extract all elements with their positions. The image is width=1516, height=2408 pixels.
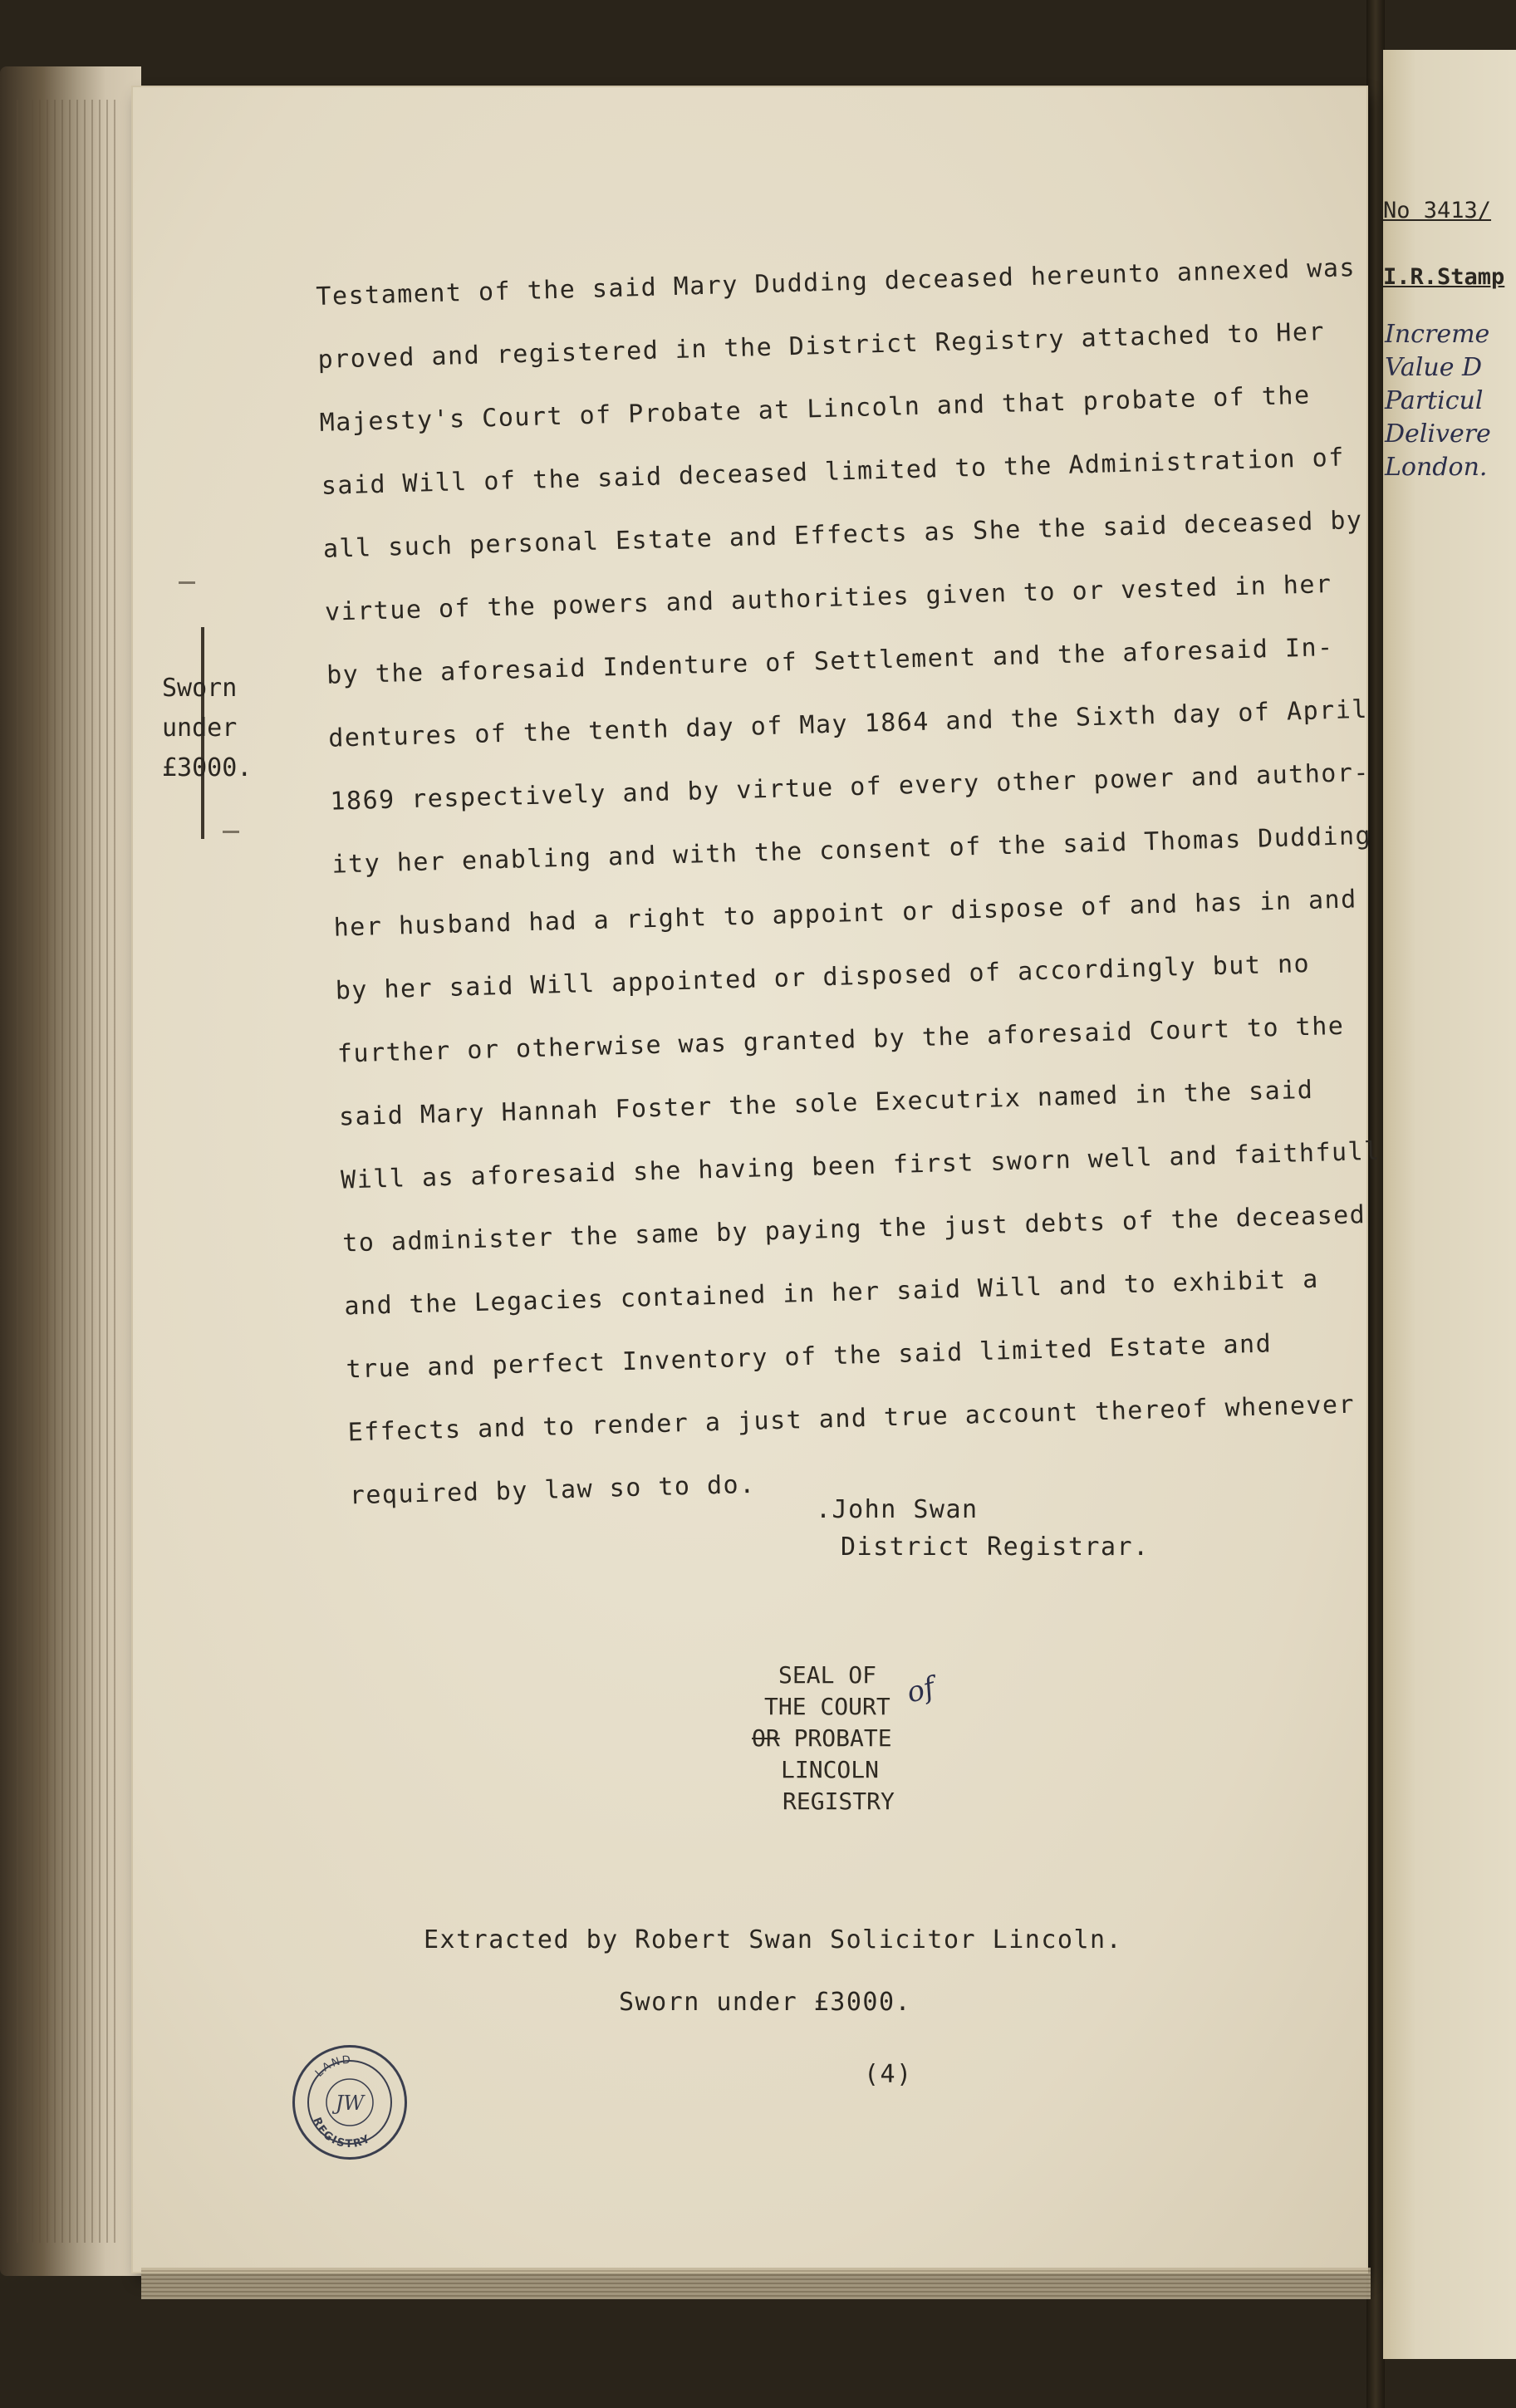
margin-note-line: Sworn bbox=[162, 674, 238, 703]
land-registry-stamp bbox=[292, 2045, 407, 2160]
body-line: 1869 respectively and by virtue of every other power and author- bbox=[329, 758, 1371, 817]
page-number: (4) bbox=[864, 2060, 913, 2089]
body-line: Majesty's Court of Probate at Lincoln and that probate of the bbox=[319, 380, 1312, 438]
margin-dash bbox=[179, 581, 195, 584]
body-line: said Mary Hannah Foster the sole Executrix named in the said bbox=[338, 1075, 1314, 1132]
body-line: said Will of the said deceased limited to the Administration of bbox=[321, 443, 1346, 501]
seal-word: PROBATE bbox=[793, 1724, 892, 1752]
body-line: her husband had a right to appoint or dispose of and has in and bbox=[333, 885, 1358, 943]
extracted-by: Extracted by Robert Swan Solicitor Lincoln. bbox=[424, 1925, 1123, 1954]
body-text bbox=[316, 253, 1422, 1544]
margin-note-line: £3000. bbox=[162, 753, 253, 782]
right-page-handwriting: Increme bbox=[1385, 320, 1490, 349]
body-line: Effects and to render a just and true account thereof whenever bbox=[347, 1390, 1356, 1448]
right-page-handwriting: Value D bbox=[1385, 353, 1483, 382]
margin-note-line: under bbox=[162, 714, 238, 743]
seal-line: REGISTRY bbox=[783, 1788, 895, 1815]
seal-struck-word: OR bbox=[752, 1724, 780, 1752]
seal-line bbox=[752, 1724, 892, 1752]
book-page-edges bbox=[0, 66, 141, 2276]
body-line: ity her enabling and with the consent of the said Thomas Dudding bbox=[331, 821, 1372, 880]
body-line: dentures of the tenth day of May 1864 and the Sixth day of April bbox=[327, 694, 1369, 753]
body-line: Will as aforesaid she having been first sworn well and faithfull bbox=[340, 1136, 1381, 1195]
body-line: to administer the same by paying the just debts of the deceased bbox=[341, 1200, 1366, 1258]
page-bottom-edges bbox=[141, 2268, 1371, 2299]
sworn-under: Sworn under £3000. bbox=[619, 1988, 912, 2017]
signature-title: District Registrar. bbox=[841, 1533, 1150, 1562]
seal-line: THE COURT bbox=[764, 1693, 890, 1720]
body-line: Testament of the said Mary Dudding deceased hereunto annexed was bbox=[316, 253, 1357, 311]
body-line: required by law so to do. bbox=[349, 1469, 757, 1511]
margin-dash bbox=[223, 831, 239, 833]
stamp-icon bbox=[292, 2045, 407, 2160]
right-page-handwriting: Particul bbox=[1385, 386, 1484, 415]
body-line: proved and registered in the District Registry attached to Her bbox=[317, 317, 1326, 375]
body-line: true and perfect Inventory of the said limited Estate and bbox=[346, 1329, 1273, 1385]
right-page-handwriting: Delivere bbox=[1385, 419, 1491, 449]
body-line: and the Legacies contained in her said Will and to exhibit a bbox=[343, 1264, 1320, 1322]
svg-text:JW: JW bbox=[335, 2092, 365, 2115]
body-line: all such personal Estate and Effects as She the said deceased by bbox=[322, 505, 1363, 564]
handwritten-correction: of bbox=[903, 1670, 939, 1710]
body-line: further or otherwise was granted by the aforesaid Court to the bbox=[336, 1011, 1345, 1069]
body-line: virtue of the powers and authorities given to or vested in her bbox=[324, 569, 1332, 627]
signature-name: .John Swan bbox=[816, 1495, 979, 1524]
right-page-number: No 3413/ bbox=[1383, 198, 1492, 223]
body-line: by the aforesaid Indenture of Settlement and the aforesaid In- bbox=[326, 632, 1335, 690]
court-seal bbox=[752, 1661, 968, 1827]
body-line: by her said Will appointed or disposed of accordingly but no bbox=[335, 949, 1311, 1006]
margin-note bbox=[162, 669, 252, 788]
seal-line: SEAL OF bbox=[778, 1661, 877, 1689]
right-page-handwriting: London. bbox=[1385, 453, 1488, 482]
svg-text:REGISTRY: REGISTRY bbox=[310, 2116, 374, 2151]
svg-text:LAND: LAND bbox=[312, 2053, 353, 2080]
seal-line: LINCOLN bbox=[781, 1756, 880, 1783]
right-page-stamp-label: I.R.Stamp bbox=[1383, 264, 1505, 290]
